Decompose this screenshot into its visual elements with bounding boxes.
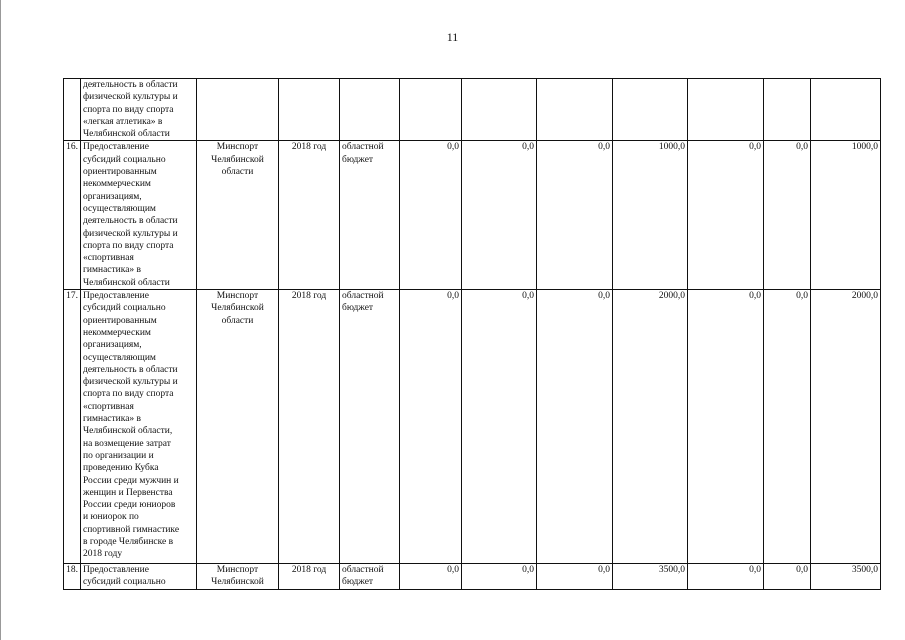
table-row xyxy=(64,564,881,590)
description-line: спорта по виду спорта xyxy=(83,104,174,115)
table-row xyxy=(64,290,881,564)
description-line: 2018 году xyxy=(83,549,123,560)
cell-year: 2018 год xyxy=(279,141,340,290)
description-line: деятельность в области xyxy=(83,364,178,375)
source-line: бюджет xyxy=(342,577,374,588)
cell-executor xyxy=(197,290,279,564)
description-line: физической культуры и xyxy=(83,377,178,388)
cell-source xyxy=(340,141,400,290)
cell-description xyxy=(81,79,197,141)
description-line: гимнастика» в xyxy=(83,414,142,425)
cell-value: 0,0 xyxy=(764,141,811,290)
executor-line: Челябинской xyxy=(211,154,264,165)
description-line: субсидий социально xyxy=(83,303,166,314)
description-line: осуществляющим xyxy=(83,352,156,363)
description-line: деятельность в области xyxy=(83,80,178,90)
cell-value: 1000,0 xyxy=(811,141,881,290)
description-line: проведению Кубка xyxy=(83,463,159,474)
description-line: организациям, xyxy=(83,191,142,202)
page-number: 11 xyxy=(446,30,459,44)
description-line: на возмещение затрат xyxy=(83,438,171,449)
description-line: субсидий социально xyxy=(83,154,166,165)
source-line: областной xyxy=(342,565,384,576)
cell-source xyxy=(340,79,400,141)
description-line: спорта по виду спорта xyxy=(83,240,174,251)
cell-value xyxy=(400,79,462,141)
description-line: организациям, xyxy=(83,340,142,351)
description-line: «спортивная xyxy=(83,401,134,412)
executor-line: Минспорт xyxy=(216,565,259,576)
description-line: ориентированным xyxy=(83,315,157,326)
description-line: Предоставление xyxy=(83,142,149,153)
description-line: физической культуры и xyxy=(83,228,178,239)
source-line: областной xyxy=(342,291,384,302)
cell-value: 2000,0 xyxy=(613,290,688,564)
description-line: некоммерческим xyxy=(83,179,151,190)
description-line: Предоставление xyxy=(83,291,149,302)
description-line: Челябинской области xyxy=(83,277,170,288)
description-line: Челябинской области xyxy=(83,129,170,140)
executor-line: Челябинской xyxy=(211,577,264,588)
description-line: «спортивная xyxy=(83,253,134,264)
cell-value xyxy=(811,79,881,141)
cell-value: 2000,0 xyxy=(811,290,881,564)
cell-value: 3500,0 xyxy=(613,564,688,590)
cell-year: 2018 год xyxy=(279,564,340,590)
cell-value: 0,0 xyxy=(688,290,764,564)
cell-value xyxy=(764,79,811,141)
cell-number: 17. xyxy=(64,290,81,564)
cell-source xyxy=(340,290,400,564)
cell-value: 0,0 xyxy=(462,290,537,564)
source-line: областной xyxy=(342,142,384,153)
source-line: бюджет xyxy=(342,154,374,165)
cell-value: 0,0 xyxy=(400,141,462,290)
description-line: осуществляющим xyxy=(83,203,156,214)
subsidy-table xyxy=(63,78,881,590)
executor-line: Минспорт xyxy=(216,291,259,302)
cell-value: 0,0 xyxy=(400,564,462,590)
source-line: бюджет xyxy=(342,303,374,314)
description-line: России среди мужчин и xyxy=(83,475,179,486)
description-line: спорта по виду спорта xyxy=(83,389,174,400)
executor-line: области xyxy=(221,315,254,326)
cell-value: 0,0 xyxy=(688,141,764,290)
cell-value: 1000,0 xyxy=(613,141,688,290)
description-line: Предоставление xyxy=(83,565,149,576)
scan-edge xyxy=(0,0,1,640)
cell-value: 0,0 xyxy=(537,564,613,590)
cell-value xyxy=(613,79,688,141)
cell-executor xyxy=(197,141,279,290)
cell-value: 0,0 xyxy=(764,564,811,590)
description-line: в городе Челябинске в xyxy=(83,536,174,547)
table-row xyxy=(64,141,881,290)
description-line: гимнастика» в xyxy=(83,265,142,276)
cell-year xyxy=(279,79,340,141)
cell-year: 2018 год xyxy=(279,290,340,564)
table-body xyxy=(64,79,881,590)
description-line: физической культуры и xyxy=(83,92,178,103)
cell-value xyxy=(462,79,537,141)
cell-description xyxy=(81,290,197,564)
cell-value: 0,0 xyxy=(537,290,613,564)
description-line: «легкая атлетика» в xyxy=(83,116,163,127)
cell-executor xyxy=(197,79,279,141)
description-line: субсидий социально xyxy=(83,577,166,588)
description-line: спортивной гимнастике xyxy=(83,524,180,535)
cell-value: 0,0 xyxy=(400,290,462,564)
cell-source xyxy=(340,564,400,590)
table-row-continued xyxy=(64,79,881,141)
description-line: ориентированным xyxy=(83,167,157,178)
executor-line: области xyxy=(221,167,254,178)
executor-line: Минспорт xyxy=(216,142,259,153)
cell-value: 0,0 xyxy=(462,141,537,290)
description-line: Челябинской области, xyxy=(83,426,173,437)
cell-value: 3500,0 xyxy=(811,564,881,590)
description-line: женщин и Первенства xyxy=(83,487,173,498)
description-line: некоммерческим xyxy=(83,327,151,338)
cell-number: 16. xyxy=(64,141,81,290)
executor-line: Челябинской xyxy=(211,303,264,314)
description-line: деятельность в области xyxy=(83,216,178,227)
cell-description xyxy=(81,141,197,290)
cell-value: 0,0 xyxy=(462,564,537,590)
cell-value xyxy=(688,79,764,141)
cell-value xyxy=(537,79,613,141)
cell-value: 0,0 xyxy=(688,564,764,590)
cell-number: 18. xyxy=(64,564,81,590)
description-line: России среди юниоров xyxy=(83,500,176,511)
cell-number xyxy=(64,79,81,141)
cell-executor xyxy=(197,564,279,590)
description-line: по организации и xyxy=(83,450,154,461)
cell-value: 0,0 xyxy=(537,141,613,290)
cell-value: 0,0 xyxy=(764,290,811,564)
description-line: и юниорок по xyxy=(83,512,139,523)
cell-description xyxy=(81,564,197,590)
